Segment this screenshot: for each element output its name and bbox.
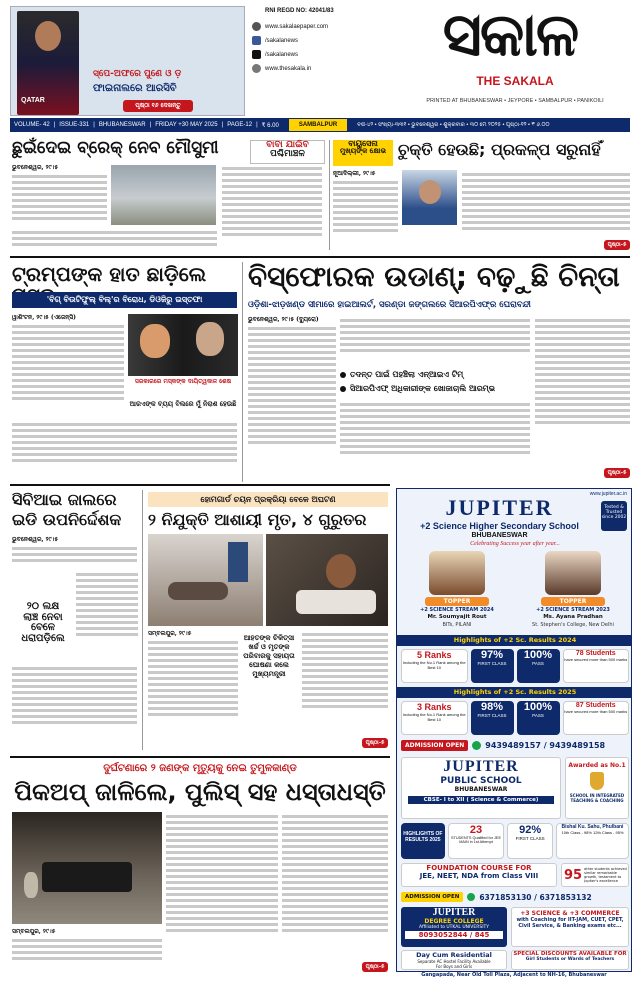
explosives-headline[interactable]: ବିସ୍ଫୋରକ ଉଡାଣ୍; ବଢ଼ୁଛି ଚିନ୍ତା — [248, 260, 620, 293]
cbi-pull-3: ବେଳେ — [30, 622, 56, 633]
airforce-kicker-2: ମୁଖ୍ୟଙ୍କ କ୍ଷୋଭ — [340, 147, 386, 156]
r2024-pass-label: PASS — [532, 661, 544, 666]
foundation-sub: JEE, NEET, NDA from Class VIII — [419, 872, 539, 880]
pickup-photo — [12, 812, 162, 924]
homeguard-photo-1 — [148, 534, 263, 626]
x-icon — [252, 50, 261, 59]
musk-pullquote: ଆରଏଙ୍କ ବ୍ୟୟ ବିଲରେ ମୁଁ ନିରାଶ ହେଉଛି — [129, 400, 237, 408]
printed-at: PRINTED AT BHUBANESWAR • JEYPORE • SAMBALPUR • PANIKOILI — [426, 98, 604, 104]
public-school — [401, 757, 561, 819]
r2025-students-sub: have secured more than 500 marks — [564, 709, 628, 714]
cbi-pull-2: ଲାଞ୍ଚ ନେବା — [23, 611, 63, 623]
explosives-body-3 — [340, 400, 530, 478]
n95-box — [561, 863, 629, 887]
award-sub: SCHOOL IN INTEGRATED TEACHING & COACHING — [569, 793, 625, 803]
r2025-first-label: FIRST CLASS — [477, 713, 507, 718]
homeguard-body-2 — [302, 630, 388, 742]
hl-23: 23 — [469, 824, 483, 836]
explosives-bullet-2 — [340, 384, 530, 394]
explosives-body-4 — [535, 316, 630, 466]
link-facebook[interactable]: /sakalanews — [265, 37, 299, 44]
explosives-body-1 — [248, 316, 336, 478]
rni: RNI REGD NO: 42041/83 — [265, 8, 334, 14]
issue: ISSUE-331 — [59, 122, 90, 128]
explosives-body-2 — [340, 316, 530, 366]
foundation-course — [401, 863, 557, 887]
homeguard-dateline: ସମ୍ବଲପୁର, ୨୯।୫ — [148, 630, 192, 637]
hl-92-sub: FIRST CLASS — [515, 836, 545, 841]
degree-phone[interactable]: 8093052844 / 845 — [405, 931, 503, 939]
r2025-students: 87 Students — [575, 702, 616, 709]
airforce-kicker-1: ବାୟୁସେନା — [348, 139, 378, 148]
airforce-chief-photo — [402, 170, 457, 225]
hl-results-label: HIGHLIGHTS OF RESULTS 2025 — [401, 823, 445, 859]
explosives-dateline: ଭୁବନେଶ୍ୱର, ୨୯।୫ (ବ୍ୟୁରୋ) — [248, 316, 319, 323]
degree-name: DEGREE COLLEGE — [424, 918, 484, 925]
cricketer-photo: QATAR — [17, 11, 79, 115]
cbi-body-1 — [12, 536, 137, 566]
explosives-continued[interactable]: ପୃଷ୍ଠା-୫ — [604, 468, 630, 478]
commerce-box — [511, 907, 629, 947]
cbi-pullquote — [14, 602, 72, 644]
monsoon-body-2 — [12, 228, 217, 248]
dayres-sub2: For Boys and Girls — [435, 964, 473, 969]
n95-sub: other students achieved similar remarkable growth, testament to Jupiter's excellence — [584, 866, 627, 884]
masthead-subtitle: THE SAKALA — [476, 74, 554, 88]
discount-title: SPECIAL DISCOUNTS AVAILABLE FOR — [513, 951, 627, 957]
topper-1-stream: +2 SCIENCE STREAM 2024 — [420, 607, 494, 613]
trophy-icon — [590, 772, 604, 790]
homeguard-photo-2 — [266, 534, 388, 626]
pickup-kicker: ଦୁର୍ଘଟଣାରେ ୨ ଜଣଙ୍କ ମୃତ୍ୟୁକୁ ନେଇ ତୁମୁଳକାଣ୍ଡ — [103, 763, 297, 774]
musk-body-1 — [12, 314, 124, 414]
discount-sub: Girl Students or Wards of Teachers — [525, 957, 615, 962]
homeguard-kicker: ହୋମଗାର୍ଡ ଚୟନ ପ୍ରକ୍ରିୟା ବେଳେ ଅଘଟଣ — [148, 492, 388, 507]
cbi-body-3 — [12, 664, 137, 744]
cbi-pull-1: ୨୦ ଲକ୍ଷ — [26, 601, 60, 612]
cbi-dateline: ଭୁବନେଶ୍ୱର, ୨୯।୫ — [12, 536, 59, 543]
promo-line1: ସ୍ପେ-ଅଫରେ ପୁଣେ ଓ ଡ଼ — [93, 69, 182, 79]
airforce-headline[interactable]: ଚୁକ୍ତି ହେଉଛି; ପ୍ରକଳ୍ପ ସରୁନାହିଁ — [398, 140, 601, 159]
cbi-headline-1[interactable]: ସିବିଆଇ ଜାଲରେ — [12, 490, 117, 509]
cbi-pull-4: ଧରାପଡ଼ିଲେ — [21, 632, 65, 644]
topper-1-inst: BITs, PILANI — [442, 622, 472, 628]
bishal: Bishal Ku. Sahu, Phulbani — [561, 824, 624, 830]
airforce-dateline: ନୂଆଦିଲ୍ଲୀ, ୨୯।୫ — [333, 170, 376, 177]
monsoon-photo — [111, 165, 216, 225]
edition: SAMBALPUR — [289, 119, 347, 131]
degree-college — [401, 907, 507, 947]
pickup-dateline: ସମ୍ବଲପୁର, ୨୯।୫ — [12, 928, 56, 935]
topper-1-title: TOPPER — [425, 597, 489, 606]
monsoon-body-1 — [12, 164, 107, 224]
hl-23-sub: STUDENTS Qualified for JEE MAIN in 1st Attempt — [450, 836, 501, 844]
commerce-sub: with Coaching for IIT-JAM, CUET, CPET, Civil Service, & Banking exams etc... — [516, 917, 624, 929]
ad-city: BHUBANESWAR — [471, 532, 528, 539]
bullet-icon — [340, 372, 346, 378]
ad-admission-1[interactable] — [401, 739, 629, 752]
r2024-ranks: 5 Ranks — [416, 650, 452, 660]
cbi-body-2 — [76, 570, 138, 660]
monsoon-body-3 — [222, 164, 322, 248]
bullet-icon — [340, 386, 346, 392]
ad-school: +2 Science Higher Secondary School — [420, 521, 579, 531]
social-links — [252, 22, 382, 73]
r2025-ranks: 3 Ranks — [416, 702, 452, 712]
globe-icon — [252, 64, 261, 73]
discount-box — [511, 950, 629, 970]
ad-tested: Tested & Trusted since 2002 — [601, 501, 627, 531]
jupiter-ad[interactable] — [396, 488, 632, 972]
facebook-icon — [252, 36, 261, 45]
r2025-pass: 100% — [523, 701, 553, 713]
odia-date: ବର୍ଷ-୪୨ • ସଂଖ୍ୟା-୩୩୧ • ଭୁବନେଶ୍ୱର • ଶୁକ୍ରବାର • ୩୦ ମେ ୨୦୨୫ • ପୃଷ୍ଠା-୧୨ • ₹ ୬.୦୦ — [357, 121, 550, 128]
volume: VOLUME- 42 — [14, 122, 50, 128]
explosives-bullet-2-text: ସିଆରପିଏଫ୍ ଅଧିକାରୀଙ୍କ ଖୋଜାଚାଲି ଆରମ୍ଭ — [350, 384, 496, 393]
r2024-students: 78 Students — [575, 650, 616, 657]
ad-admission-2[interactable] — [401, 891, 629, 903]
musk-headline[interactable]: ଟ୍ରମ୍ପଙ୍କ ହାତ ଛାଡ଼ିଲେ — [12, 262, 207, 286]
link-x[interactable]: /sakalanews — [265, 51, 299, 58]
public-classes: CBSE- I to XII ( Science & Commerce) — [408, 796, 554, 804]
price: ₹ 6.00 — [261, 122, 279, 129]
cbi-headline-2[interactable]: ଇଡି ଉପନିର୍ଦ୍ଦେଶକ — [12, 510, 122, 529]
city: BHUBANESWAR — [98, 122, 146, 128]
ad-tagline: Celebrating Success year after year... — [470, 541, 560, 547]
date: FRIDAY +30 MAY 2025 — [155, 122, 218, 128]
airforce-body-2 — [462, 170, 630, 248]
explosives-subhead: ଓଡ଼ିଶା-ଝାଡ଼ଖଣ୍ଡ ସୀମାରେ ହାଇଆଲର୍ଟ, ସରଣ୍ଡା ଜଙ୍ଗଲରେ ସିଆରପିଏଫ୍‌ର ଘେରାବନ୍ଦୀ — [248, 300, 531, 310]
award-title: Awarded as No.1 — [568, 762, 626, 769]
homeguard-side-quote: ଆହତଙ୍କ ଚିକିତ୍ସା ଖର୍ଚ୍ଚ ଓ ମୃତଙ୍କ ପରିବାରକୁ ସହାୟତା ଘୋଷଣା କଲେ ମୁଖ୍ୟମନ୍ତ୍ରୀ — [243, 634, 295, 679]
award-badge — [565, 757, 629, 819]
explosives-bullet-1 — [340, 370, 530, 380]
admission-1-label: ADMISSION OPEN — [401, 740, 468, 751]
monsoon-dateline: ଭୁବନେଶ୍ୱର, ୨୯।୫ — [12, 164, 59, 171]
topper-2-title: TOPPER — [541, 597, 605, 606]
musk-dateline: ୱାଶିଂଟନ, ୨୯।୫ (ଏଜେନ୍ସି) — [12, 314, 76, 321]
topper-2 — [519, 551, 627, 631]
r2024-first: 97% — [480, 649, 504, 661]
trump-musk-photo — [128, 314, 238, 376]
topper-1-name: Mr. Soumyajit Rout — [427, 614, 487, 620]
homeguard-headline[interactable]: ୨ ନିଯୁକ୍ତି ଆଶାୟୀ ମୃତ, ୪ ଗୁରୁତର — [148, 510, 367, 529]
r2025-ranks-sub: Including the No.1 Rank among the Best 10 — [402, 712, 466, 722]
promo-line2: ଫାଇନାଲରେ ଆରସିବି — [93, 83, 177, 94]
web-icon — [252, 22, 261, 31]
pickup-headline[interactable]: ପିକଅପ୍ ଜାଳିଲେ, ପୁଲିସ୍ ସହ ଧସ୍ତାଧସ୍ତି — [14, 778, 386, 806]
n95: 95 — [564, 867, 583, 883]
promo-panel[interactable] — [10, 6, 245, 116]
topper-2-name: Ms. Ayana Pradhan — [543, 614, 603, 620]
bishal-sub: 10th Class - 98% 12th Class - 95% — [561, 830, 624, 835]
dayres-title: Day Cum Residential — [416, 951, 492, 959]
musk-subhead: 'ବିଗ୍ ବିଉଟିଫୁଲ୍ ବିଲ୍'ର ବିରୋଧ, ଡିଓଜିରୁ ଇସ୍ତଫା — [12, 292, 237, 308]
topper-2-inst: St. Stephen's College, New Delhi — [532, 622, 614, 628]
r2024-students-sub: have secured more than 500 marks — [564, 657, 628, 662]
r2025-first: 98% — [480, 701, 504, 713]
foundation-title: FOUNDATION COURSE FOR — [426, 864, 532, 872]
pickup-continued[interactable]: ପୃଷ୍ଠା-୫ — [362, 962, 388, 972]
pickup-body-2 — [166, 812, 278, 968]
ad-brand: JUPITER — [445, 495, 554, 520]
phone-icon — [467, 893, 475, 901]
baba-box[interactable] — [250, 140, 325, 164]
public-brand: JUPITER — [443, 758, 519, 775]
results-2025 — [401, 701, 629, 735]
ad-url[interactable]: www.jupiter.ac.in — [589, 491, 627, 497]
explosives-bullet-1-text: ତଦନ୍ତ ପାଇଁ ପହଞ୍ଚିଲା ଏନ୍‌ଆଇଏ ଟିମ୍ — [350, 370, 464, 379]
public-school-name: PUBLIC SCHOOL — [440, 776, 522, 786]
musk-caption: ସରକାରରେ ମସ୍କଙ୍କ ଦାୟିତ୍ୱକାଳ ଶେଷ — [134, 378, 232, 385]
pickup-body-3 — [282, 812, 388, 968]
commerce-title: +3 SCIENCE & +3 COMMERCE — [520, 910, 620, 917]
pickup-body-1 — [12, 928, 162, 968]
dayres-box — [401, 950, 507, 970]
results-2024 — [401, 649, 629, 683]
musk-body-2 — [12, 420, 237, 478]
r2025-pass-label: PASS — [532, 713, 544, 718]
r2024-first-label: FIRST CLASS — [477, 661, 507, 666]
edition-bar: VOLUME- 42 | ISSUE-331 | BHUBANESWAR | FRIDAY +30 MAY 2025 | PAGE-12 | ₹ 6.00 SAMBALPUR ବର୍ଷ-୪୨ • ସଂଖ୍ୟା-୩୩୧ • ଭୁବନେଶ୍ୱର • ଶୁକ୍ରବାର • ୩୦ ମେ ୨୦୨୫ • ପୃଷ୍ଠା-୧୨ • ₹ ୬.୦୦ — [10, 118, 630, 132]
public-city: BHUBANESWAR — [454, 786, 508, 793]
degree-brand: JUPITER — [432, 907, 476, 918]
ad-highlights-2025: Highlights of +2 Sc. Results 2025 — [397, 687, 632, 698]
masthead-logo: ସକାଳ — [442, 0, 578, 70]
hl-results-2025 — [401, 823, 629, 859]
admission-2-label: ADMISSION OPEN — [401, 892, 463, 902]
dayres-sub: Separate AC Hostel Facility Available — [417, 959, 491, 964]
topper-1 — [405, 551, 509, 631]
r2024-pass: 100% — [523, 649, 553, 661]
monsoon-headline[interactable]: ଛୁଇଁଦେଇ ବ୍ରେକ୍ ନେବ ମୌସୁମୀ — [12, 138, 219, 158]
airforce-continued[interactable]: ପୃଷ୍ଠା-୫ — [604, 240, 630, 250]
phone-icon — [472, 741, 481, 750]
ad-highlights-2024: Highlights of +2 Sc. Results 2024 — [397, 635, 632, 646]
baba-headline-2: ପଶ୍ଚିମାଞ୍ଚଳ — [270, 149, 305, 160]
baba-headline-1: ବାବା ଯାଇିବ — [266, 140, 309, 150]
promo-page: ପୃଷ୍ଠା ୧୬ ଦେଖନ୍ତୁ — [123, 100, 193, 112]
topper-2-stream: +2 SCIENCE STREAM 2023 — [536, 607, 610, 613]
r2024-ranks-sub: Including the No.1 Rank among the Best 10 — [402, 660, 466, 670]
pages: PAGE-12 — [227, 122, 253, 128]
link-website[interactable]: www.thesakala.in — [265, 65, 312, 72]
homeguard-body-1 — [148, 630, 238, 742]
link-epaper[interactable]: www.sakalaepaper.com — [265, 23, 329, 30]
admission-1-phone[interactable]: 9439489157 / 9439489158 — [485, 741, 606, 750]
airforce-kicker — [333, 140, 393, 166]
ad-address: Gangapada, Near Old Toll Plaza, Adjacent to NH-16, Bhubaneswar — [421, 972, 607, 978]
airforce-body-1 — [333, 170, 398, 248]
homeguard-continued[interactable]: ପୃଷ୍ଠା-୫ — [362, 738, 388, 748]
topper-2-photo — [545, 551, 601, 595]
topper-1-photo — [429, 551, 485, 595]
hl-92: 92% — [519, 824, 542, 836]
admission-2-phone[interactable]: 6371853130 / 6371853132 — [479, 892, 592, 902]
degree-aff: Affiliated to UTKAL UNIVERSITY — [418, 925, 490, 930]
